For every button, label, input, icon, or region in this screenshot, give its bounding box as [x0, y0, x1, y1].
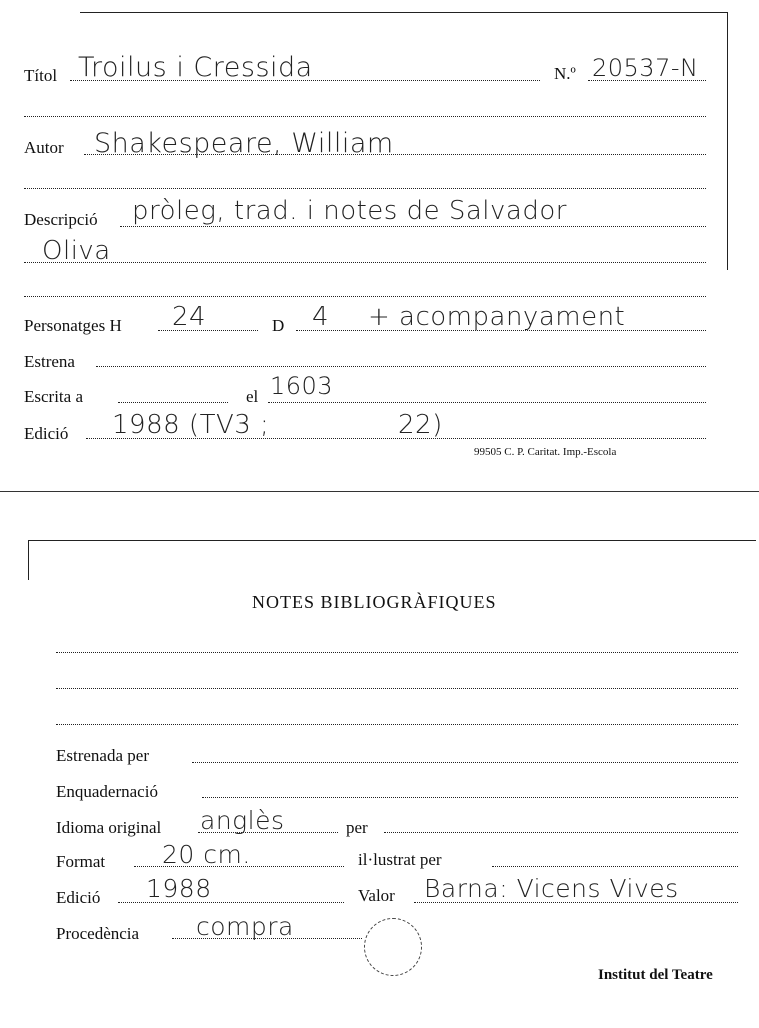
personatges-h-line: [158, 330, 258, 331]
edicio2-value: 1988: [146, 874, 212, 903]
edicio2-label: Edició: [56, 888, 101, 907]
idioma-per-label: per: [346, 818, 368, 837]
estrenada-line: [192, 762, 738, 763]
rule-3: [24, 296, 706, 297]
titol-label: Títol: [24, 66, 58, 85]
printer-mark: 99505 C. P. Caritat. Imp.-Escola: [474, 446, 617, 458]
estrenada-label: Estrenada per: [56, 746, 149, 765]
format-label: Format: [56, 852, 106, 871]
edicio2-line: [118, 902, 344, 903]
valor-label: Valor: [358, 886, 395, 905]
escrita-line: [118, 402, 228, 403]
institut-stamp: Institut del Teatre: [598, 967, 713, 983]
card-separator: [0, 491, 759, 492]
numero-line: [588, 80, 706, 81]
procedencia-line: [172, 938, 362, 939]
rule-1: [24, 116, 706, 117]
enquadernacio-label: Enquadernació: [56, 782, 158, 801]
titol-line: [70, 80, 540, 81]
notes-line-2: [56, 688, 738, 689]
edicio-value: 1988 (TV3 ;: [112, 410, 270, 440]
numero-value: 20537-N: [592, 54, 699, 82]
descripcio-line-2: [24, 262, 706, 263]
edicio-label: Edició: [24, 424, 69, 443]
procedencia-value: compra: [196, 912, 294, 941]
personatges-d-line: [296, 330, 706, 331]
escrita-year: 1603: [270, 372, 334, 400]
valor-value: Barna: Vicens Vives: [424, 874, 679, 903]
personatges-d-label: D: [272, 316, 285, 335]
escrita-year-line: [268, 402, 706, 403]
descripcio-value-1: pròleg, trad. i notes de Salvador: [132, 196, 567, 226]
enquadernacio-line: [202, 797, 738, 798]
edicio-value-end: 22): [398, 410, 443, 440]
format-il-label: il·lustrat per: [358, 850, 442, 869]
rule-2: [24, 188, 706, 189]
punch-hole: [364, 918, 422, 976]
notes-line-1: [56, 652, 738, 653]
descripcio-value-2: Oliva: [42, 236, 111, 266]
descripcio-line-1: [120, 226, 706, 227]
card2-left-border: [28, 540, 29, 580]
autor-label: Autor: [24, 138, 64, 157]
notes-heading: NOTES BIBLIOGRÀFIQUES: [252, 592, 497, 612]
card2-top-border: [28, 540, 756, 541]
descripcio-label: Descripció: [24, 210, 98, 229]
notes-line-3: [56, 724, 738, 725]
card1-top-border: [80, 12, 728, 13]
personatges-extra: + acompanyament: [368, 302, 626, 332]
format-il-line: [492, 866, 738, 867]
personatges-h-value: 24: [172, 302, 207, 332]
autor-line: [84, 154, 706, 155]
escrita-label: Escrita a: [24, 387, 83, 406]
format-value: 20 cm.: [162, 840, 251, 869]
personatges-d-value: 4: [312, 302, 330, 332]
numero-label: N.º: [554, 64, 576, 83]
edicio-line: [86, 438, 706, 439]
idioma-value: anglès: [200, 806, 285, 835]
titol-value: Troilus i Cressida: [78, 52, 313, 83]
valor-line: [414, 902, 738, 903]
format-line: [134, 866, 344, 867]
card1-right-border: [727, 12, 728, 270]
idioma-per-line: [384, 832, 738, 833]
idioma-line: [198, 832, 338, 833]
estrena-label: Estrena: [24, 352, 75, 371]
estrena-line: [96, 366, 706, 367]
escrita-el-label: el: [246, 387, 259, 406]
procedencia-label: Procedència: [56, 924, 140, 943]
idioma-label: Idioma original: [56, 818, 162, 837]
personatges-label: Personatges H: [24, 316, 122, 335]
autor-value: Shakespeare, William: [94, 128, 394, 159]
